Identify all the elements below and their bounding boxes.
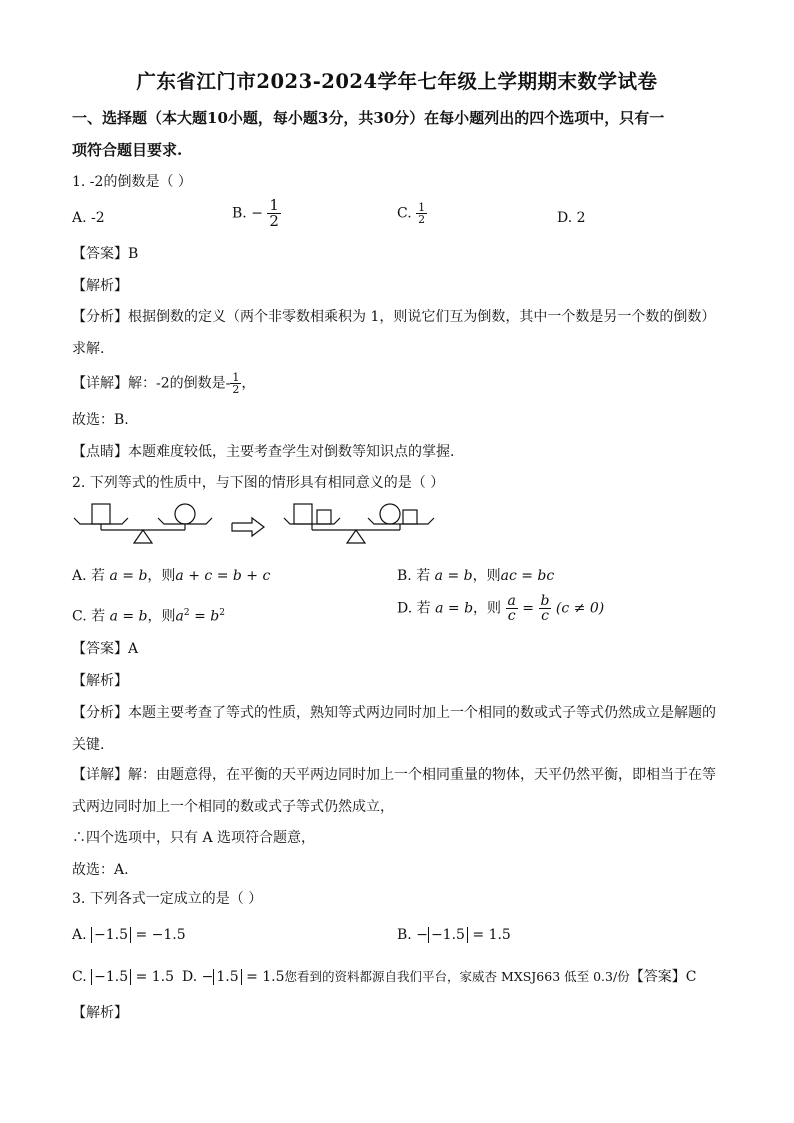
right-fulcrum [347,530,365,543]
q2-option-d-premise: a = b [435,600,474,617]
q3-option-c-abs: −1.5 [91,969,131,985]
left-square-weight [92,504,110,524]
q2-option-c [72,603,225,627]
q3-option-d-rhs: = 1.5 [241,969,285,985]
balance-scale-figure [72,500,442,552]
section-heading-line2: 项符合题目要求. [72,141,183,159]
q1-option-c [397,202,427,225]
q1-option-b-num: 1 [269,196,279,214]
q3-option-d-abs: 1.5 [213,969,241,985]
q1-option-c-num: 1 [418,201,426,214]
right-square-weight-2 [317,510,331,524]
q2-option-b [397,566,554,586]
q2-option-b-then: ，则 [472,568,501,584]
q2-option-d-label: D. 若 [397,600,431,617]
q2-option-d-fraction-b [539,594,552,623]
q3-option-c [72,967,174,987]
right-circle-weight [380,504,400,524]
q1-detail-den: 2 [232,383,240,396]
q2-option-d-fraction-a [506,594,518,623]
q1-option-a: A. -2 [72,210,105,226]
q3-option-b [397,925,511,945]
watermark-notice: 您看到的资料都源自我们平台，家威杏 MXSJ663 低至 0.3/份 [284,969,630,984]
q1-analysis-line1: 【分析】根据倒数的定义（两个非零数相乘积为 1，则说它们互为倒数，其中一个数是另一个数的倒数） [72,309,716,325]
q2-option-c-equals: = [189,608,211,625]
q3-option-a-rhs: = −1.5 [131,927,186,943]
q2-option-d [397,594,604,623]
q1-option-b [232,198,281,229]
q1-option-b-sign: − [251,205,263,222]
left-circle-weight [175,504,195,524]
q3-stem: 3. 下列各式一定成立的是（ ） [72,891,263,907]
right-balance-scale [284,504,434,543]
q1-detail-post: ， [241,375,256,392]
section-heading-line1: 一、选择题（本大题10小题，每小题3分，共30分）在每小题列出的四个选项中，只有一 [72,109,665,127]
q3-option-b-sign: − [416,927,428,943]
q2-option-b-conclusion: ac = bc [500,568,555,584]
q3-option-b-rhs: = 1.5 [467,927,511,943]
q1-option-c-fraction [416,202,427,225]
q2-option-c-base-b: b [210,608,220,625]
q1-option-c-den: 2 [418,213,426,226]
q1-answer: 【答案】B [72,246,139,262]
q2-detail-line3: ∴四个选项中，只有 A 选项符合题意， [72,830,316,846]
q2-detail-line2: 式两边同时加上一个相同的数或式子等式仍然成立， [72,799,394,815]
right-square-weight-1 [294,504,312,524]
page-title: 广东省江门市2023-2024学年七年级上学期期末数学试卷 [136,70,658,93]
q2-option-d-condition: (c ≠ 0) [555,600,605,617]
arrow-icon [232,518,264,536]
right-square-weight-3 [403,510,417,524]
q1-analysis-line2: 求解. [72,341,105,357]
q3-option-a-label: A. [72,927,87,943]
q2-option-d-den-b: c [539,608,552,623]
q2-option-d-equals: = [517,600,539,617]
q3-option-a-abs: −1.5 [91,927,131,943]
q2-option-c-label: C. 若 [72,608,106,625]
q2-option-c-exp-b: 2 [219,608,225,618]
q3-answer: 【答案】C [629,969,697,985]
q2-option-a-conclusion: a + c = b + c [175,568,271,584]
q2-option-a-label: A. 若 [72,568,106,584]
q1-detail-num: 1 [232,371,240,384]
q2-option-a-then: ，则 [147,568,176,584]
q2-option-d-then: ，则 [473,600,502,617]
q1-option-b-label: B. [232,205,247,222]
q1-option-b-den: 2 [269,212,279,230]
q3-option-d [182,967,696,987]
left-pan-right [158,518,212,524]
q2-option-c-premise: a = b [109,608,148,625]
q2-option-b-premise: a = b [434,568,473,584]
q2-stem: 2. 下列等式的性质中，与下图的情形具有相同意义的是（ ） [72,475,445,491]
q1-choose: 故选：B. [72,412,129,428]
q3-option-b-label: B. [397,927,412,943]
q2-option-d-den-a: c [506,608,518,623]
q2-option-c-base-a: a [175,608,184,625]
q3-option-d-sign: − [201,969,214,985]
q3-option-c-rhs: = 1.5 [131,969,175,985]
q2-option-d-num-b: b [540,593,550,609]
q1-option-d: D. 2 [557,210,586,226]
q2-jiexi: 【解析】 [72,673,128,689]
left-fulcrum [134,530,152,543]
q1-detail-fraction [230,372,241,395]
q2-analysis-line2: 关键. [72,737,105,753]
q3-option-a [72,925,186,945]
left-balance-scale [74,504,212,543]
q2-analysis-line1: 【分析】本题主要考查了等式的性质，熟知等式两边同时加上一个相同的数或式子等式仍然成立是解题的 [72,705,716,721]
q1-option-c-label: C. [397,205,412,222]
q1-detail-text: 【详解】解：-2的倒数是- [72,375,231,392]
q1-option-b-fraction [267,198,281,229]
q2-option-c-then: ，则 [147,608,176,625]
q1-stem: 1. -2的倒数是（ ） [72,174,192,190]
q3-option-c-label: C. [72,969,87,985]
q3-jiexi: 【解析】 [72,1005,128,1021]
q1-comment: 【点睛】本题难度较低，主要考查学生对倒数等知识点的掌握. [72,444,455,460]
q3-option-d-label: D. [182,969,198,985]
left-pan-left [74,518,128,524]
right-pan-right [368,518,434,524]
q1-jiexi: 【解析】 [72,278,128,294]
q3-option-b-abs: −1.5 [428,927,468,943]
q2-option-a-premise: a = b [109,568,148,584]
q2-option-b-label: B. 若 [397,568,431,584]
q2-option-c-exp-a: 2 [183,608,190,618]
q2-option-a [72,566,270,586]
q1-detail [72,372,255,395]
q2-detail-line1: 【详解】解：由题意得，在平衡的天平两边同时加上一个相同重量的物体，天平仍然平衡，即相当于在等 [72,767,716,783]
q2-answer: 【答案】A [72,641,139,657]
q2-option-d-num-a: a [507,593,516,609]
q2-choose: 故选：A. [72,862,129,878]
